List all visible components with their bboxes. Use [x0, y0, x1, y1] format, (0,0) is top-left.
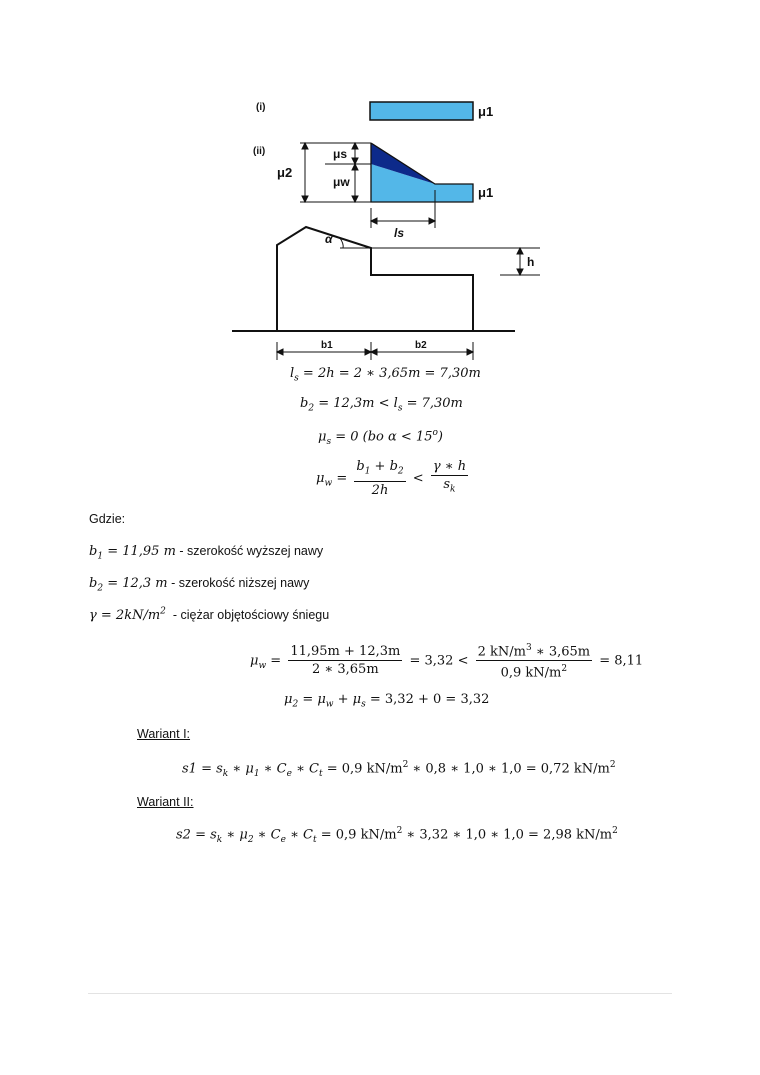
- where-heading: Gdzie:: [89, 512, 126, 526]
- muw-fraction-2: $\frac{\gamma ∗ h}{s_k}$: [432, 459, 467, 495]
- formula-mus: $\mu_s = 0$ (bo $\alpha < 15^o$): [318, 428, 443, 447]
- muw-fraction-1: $\frac{b_1 + b_2}{2h}$: [356, 459, 404, 498]
- b1-label: b1: [321, 340, 333, 351]
- calc-muw: $\mu_w$ = $\frac{11,95m + 12,3m}{2 ∗ 3,65m}$ = 3,32 < $\frac{2 kN/m^3 ∗ 3,65m}{0,9 kN/m^2}$ = 8,11: [250, 640, 643, 682]
- case-i-label: (i): [256, 102, 266, 113]
- calc-fraction-1: $\frac{11,95m + 12,3m}{2 ∗ 3,65m}$: [290, 644, 401, 678]
- snow-load-diagram: [0, 0, 760, 370]
- muw-label: μw: [333, 175, 350, 189]
- h-label: h: [527, 255, 535, 269]
- mus-label: μs: [333, 147, 348, 161]
- b-dimensions: [277, 342, 473, 360]
- calc-fraction-2: $\frac{2 kN/m^3 ∗ 3,65m}{0,9 kN/m^2}$: [476, 640, 592, 682]
- formula-b2: $b_2 = 12,3m < l_s = 7,30m$: [300, 396, 463, 414]
- formula-ls: $l_s = 2h = 2$ ∗ 3,65m = 7,30m: [290, 366, 481, 384]
- variant-1-formula: $s1 = s_k$ ∗ $\mu_1$ ∗ $C_e$ ∗ $C_t = 0,9$ $kN/m^2$ ∗ 0,8 ∗ 1,0 ∗ 1,0 = 0,72 $kN/m^2$: [182, 760, 616, 779]
- calc-mu2: $\mu_2 = \mu_w + \mu_s = 3,32 + 0 = 3,32$: [284, 692, 490, 710]
- footer-divider: [88, 993, 672, 994]
- where-item-b1: $b_1 = 11,95$ m - szerokość wyższej nawy: [89, 544, 324, 562]
- h-dimension: [371, 248, 540, 275]
- alpha-label: α: [325, 232, 333, 246]
- variant-1-heading: Wariant I:: [137, 727, 191, 741]
- variant-2-formula: $s2 = s_k$ ∗ $\mu_2$ ∗ $C_e$ ∗ $C_t = 0,9$ $kN/m^2$ ∗ 3,32 ∗ 1,0 ∗ 1,0 = 2,98 $kN/m^2$: [176, 826, 618, 845]
- case-ii-label: (ii): [253, 146, 266, 157]
- where-item-b2: $b_2 = 12,3$ m - szerokość niższej nawy: [89, 576, 310, 594]
- building-outline: [232, 227, 515, 331]
- mu2-label: μ2: [277, 165, 293, 180]
- formula-muw: $\mu_w$ = $\frac{b_1 + b_2}{2h}$ < $\frac{\gamma ∗ h}{s_k}$: [316, 459, 467, 498]
- mu1-label-case-ii: μ1: [478, 185, 494, 200]
- mu1-load-bar-case-i: [370, 102, 473, 120]
- mu1-label-case-i: μ1: [478, 104, 494, 119]
- where-item-gamma: $\gamma = 2kN/m^2$ - ciężar objętościowy śniegu: [89, 606, 330, 623]
- muw-load-area: [371, 164, 473, 202]
- b2-label: b2: [415, 340, 427, 351]
- ls-label: ls: [394, 226, 405, 240]
- variant-2-heading: Wariant II:: [137, 795, 194, 809]
